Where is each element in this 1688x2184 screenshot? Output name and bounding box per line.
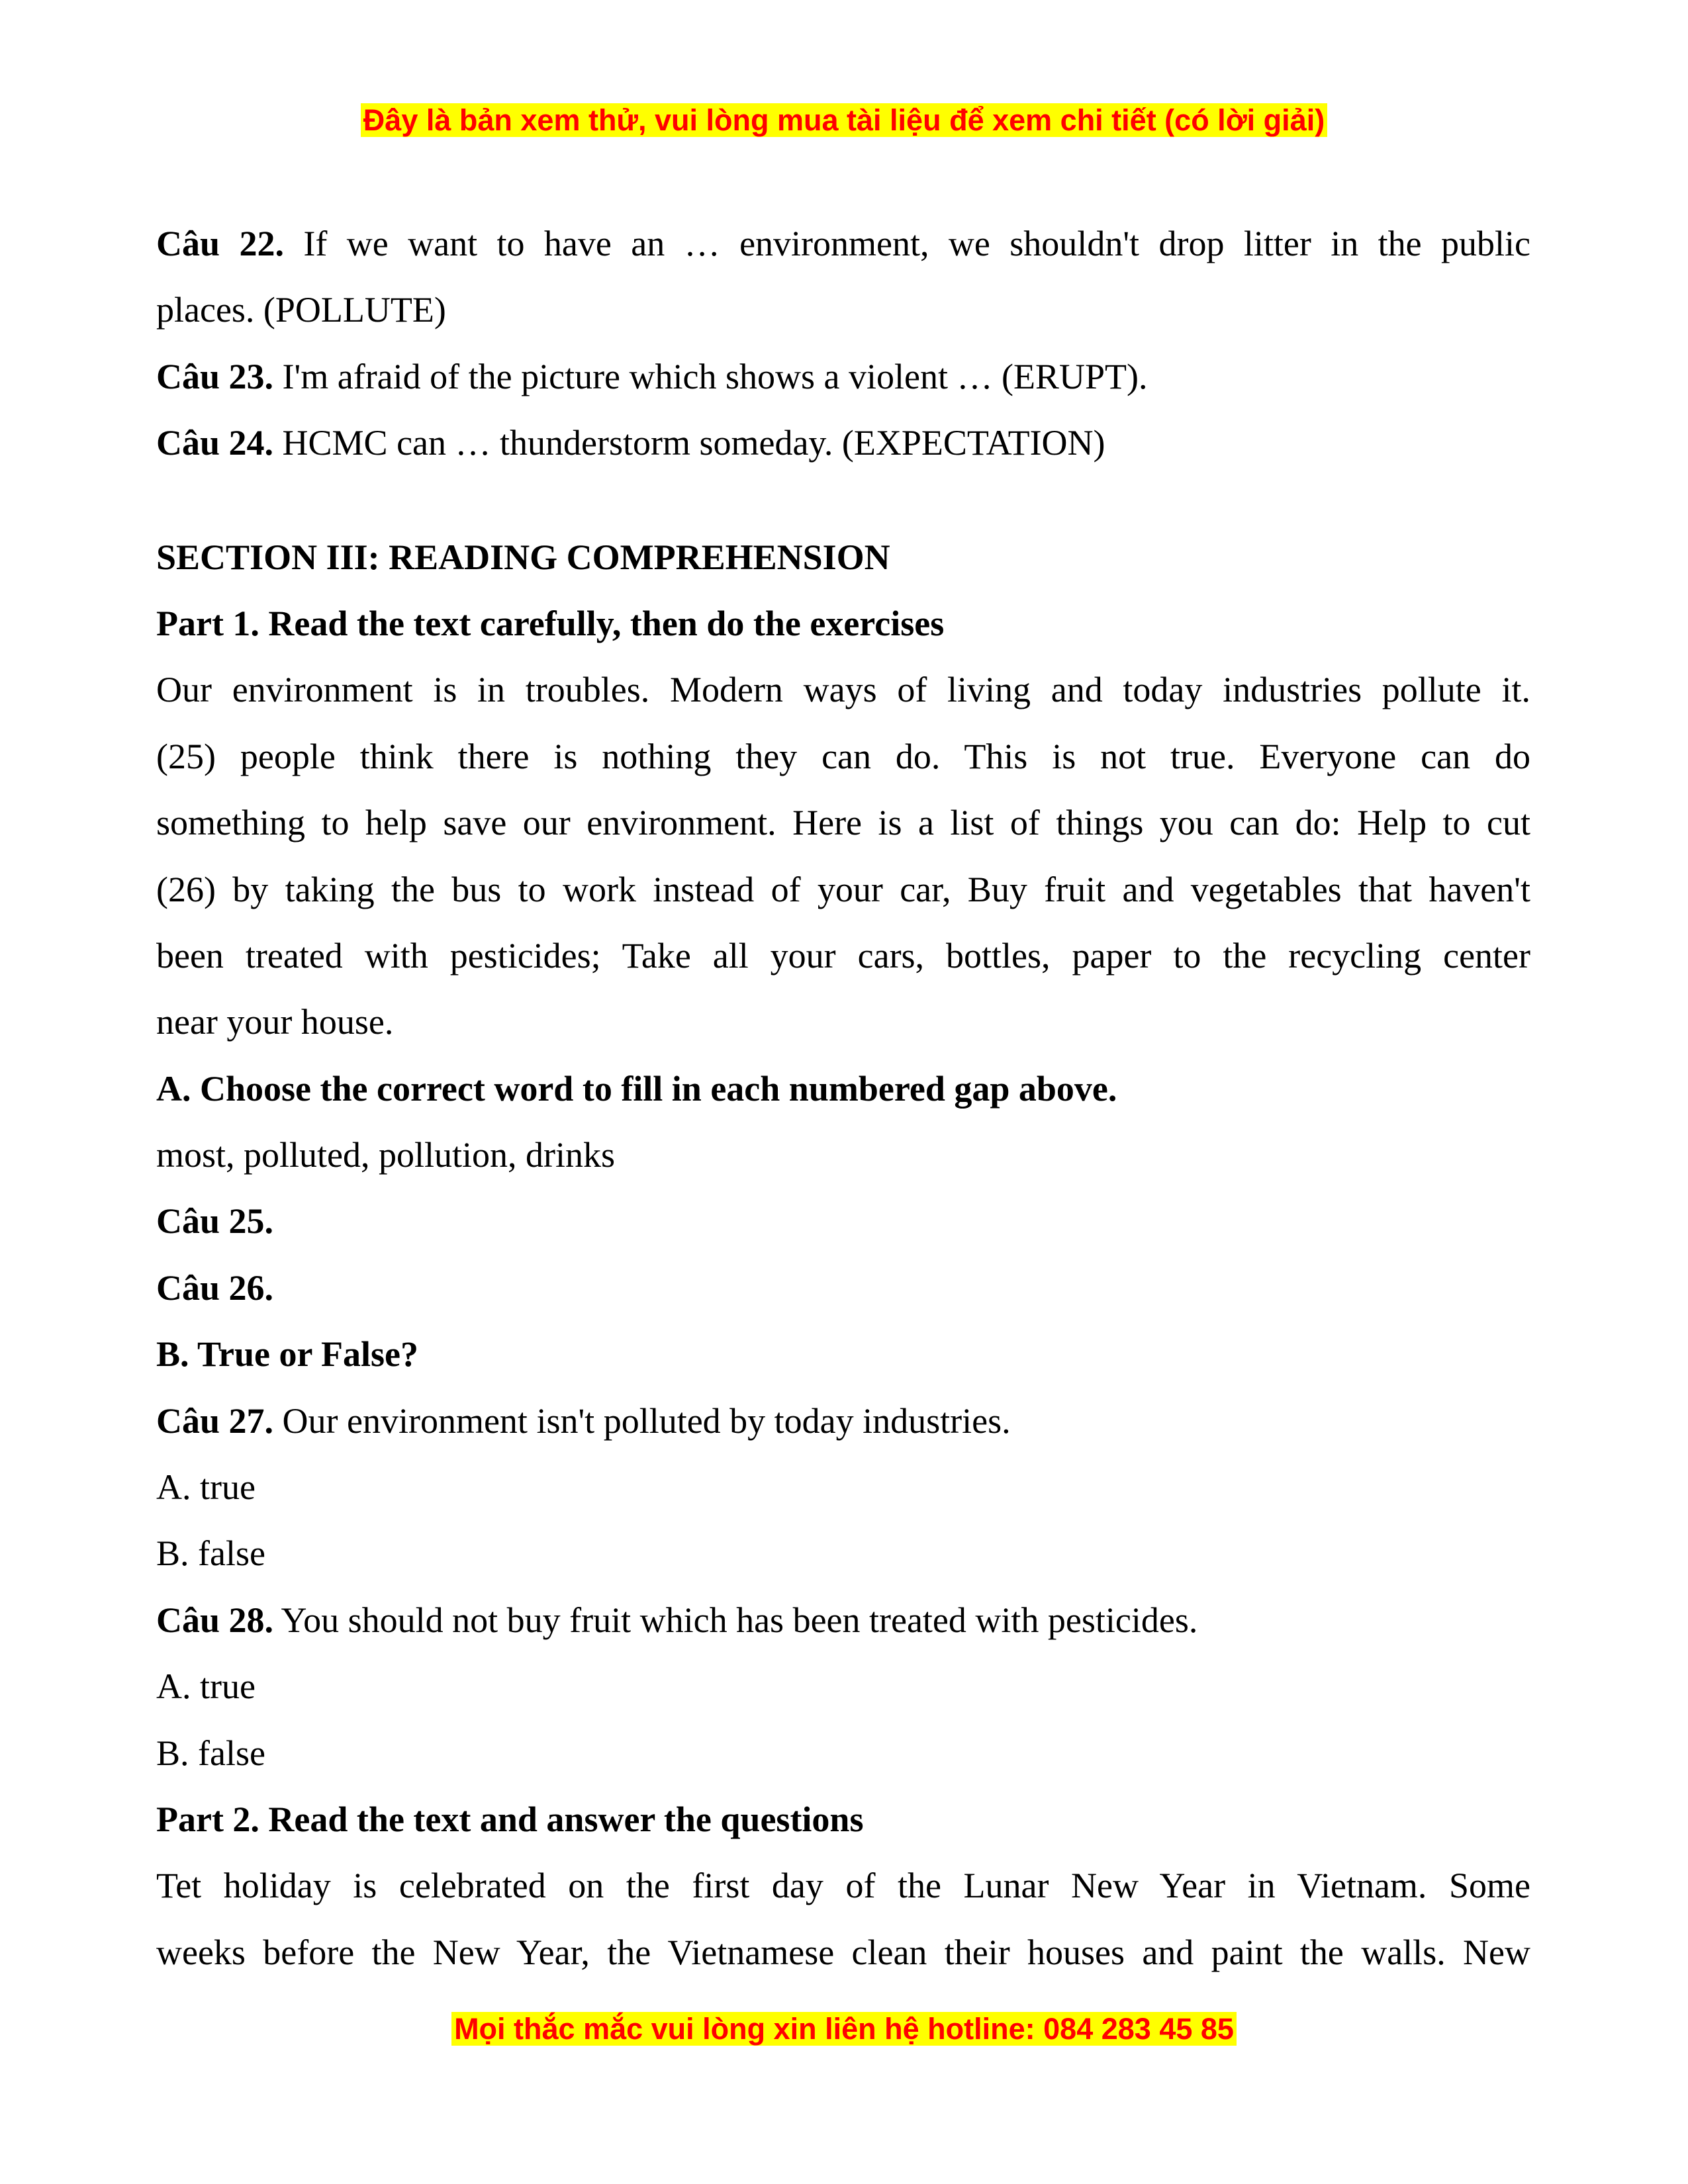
question-28-option-b: B. false <box>156 1733 265 1773</box>
passage-line: something to help save our environment. Here is a list of things you can do: Help to cut <box>156 803 1530 843</box>
section-title: SECTION III: READING COMPREHENSION <box>156 537 890 577</box>
word-bank: most, polluted, pollution, drinks <box>156 1135 616 1175</box>
document-body <box>156 210 1530 1985</box>
question-23-text: I'm afraid of the picture which shows a violent … (ERUPT). <box>282 356 1148 396</box>
question-22-line-2: places. (POLLUTE) <box>156 290 446 330</box>
part-b-title: B. True or False? <box>156 1334 418 1375</box>
part-2-passage-line: Tet holiday is celebrated on the first day of the Lunar New Year in Vietnam. Some <box>156 1866 1530 1906</box>
question-27-option-b: B. false <box>156 1533 265 1574</box>
question-23 <box>156 343 1530 410</box>
question-22-label: Câu 22. <box>156 224 284 263</box>
question-24 <box>156 410 1530 476</box>
passage-line: (25) people think there is nothing they can do. This is not true. Everyone can do <box>156 736 1530 776</box>
preview-notice-banner <box>0 101 1688 140</box>
question-24-label: Câu 24. <box>156 423 274 463</box>
question-23-label: Câu 23. <box>156 356 274 396</box>
part-2-title: Part 2. Read the text and answer the questions <box>156 1799 864 1839</box>
question-27-label: Câu 27. <box>156 1400 274 1441</box>
preview-notice-text: Đây là bản xem thử, vui lòng mua tài liệu để xem chi tiết (có lời giải) <box>361 103 1327 137</box>
passage-line: Our environment is in troubles. Modern ways of living and today industries pollute it. <box>156 670 1530 710</box>
hotline-banner <box>0 2009 1688 2049</box>
passage-line: near your house. <box>156 1002 394 1042</box>
question-26-label: Câu 26. <box>156 1267 274 1308</box>
question-28-text: You should not buy fruit which has been treated with pesticides. <box>281 1600 1198 1640</box>
passage-line: been treated with pesticides; Take all your cars, bottles, paper to the recycling center <box>156 935 1530 976</box>
question-22-text: If we want to have an … environment, we shouldn't drop litter in the public <box>303 224 1531 263</box>
question-22-line-1 <box>156 210 1530 277</box>
question-27 <box>156 1388 1530 1454</box>
question-28 <box>156 1587 1530 1653</box>
question-24-text: HCMC can … thunderstorm someday. (EXPECTATION) <box>282 423 1105 463</box>
question-25-label: Câu 25. <box>156 1201 274 1242</box>
part-1-title: Part 1. Read the text carefully, then do the exercises <box>156 603 945 643</box>
question-28-option-a: A. true <box>156 1666 256 1707</box>
question-27-text: Our environment isn't polluted by today industries. <box>282 1400 1011 1441</box>
spacer <box>156 477 1530 524</box>
part-2-passage-line: weeks before the New Year, the Vietnamese clean their houses and paint the walls. New <box>156 1932 1530 1972</box>
question-28-label: Câu 28. <box>156 1600 274 1640</box>
question-27-option-a: A. true <box>156 1467 256 1508</box>
part-a-title: A. Choose the correct word to fill in each numbered gap above. <box>156 1068 1117 1109</box>
passage-line: (26) by taking the bus to work instead of your car, Buy fruit and vegetables that haven't <box>156 869 1530 909</box>
hotline-text: Mọi thắc mắc vui lòng xin liên hệ hotline: 084 283 45 85 <box>451 2012 1237 2046</box>
